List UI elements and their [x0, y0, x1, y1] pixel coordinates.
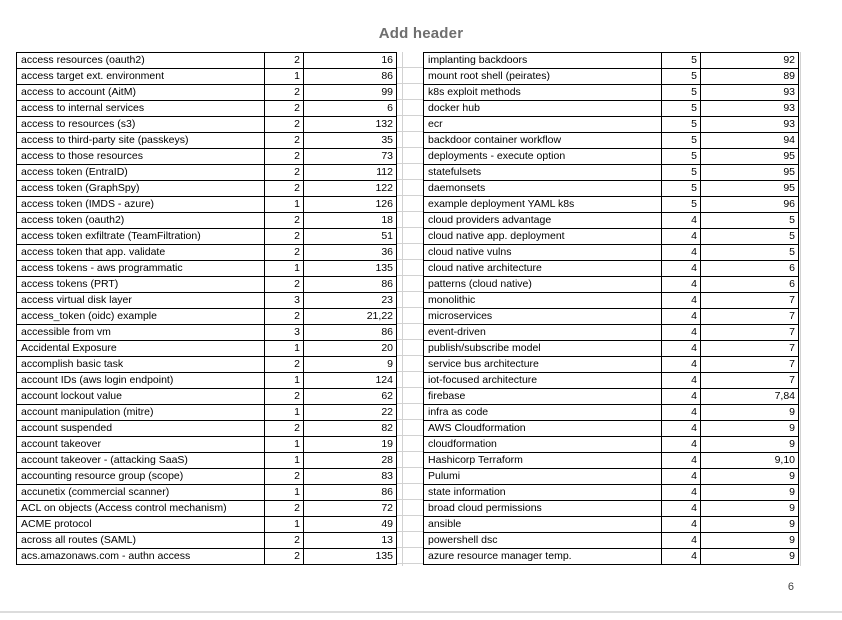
index-row: [17, 533, 397, 549]
index-cell-term: access tokens - aws programmatic: [17, 261, 265, 277]
index-cell-n: 4: [662, 437, 701, 453]
index-cell-n: 3: [265, 293, 304, 309]
index-cell-pages: 132: [304, 117, 397, 133]
index-row: [17, 149, 397, 165]
index-cell-n: 2: [265, 165, 304, 181]
index-row: [424, 549, 799, 565]
index-cell-pages: 6: [701, 277, 799, 293]
index-cell-term: cloud native architecture: [424, 261, 662, 277]
index-row: [17, 69, 397, 85]
index-cell-term: implanting backdoors: [424, 53, 662, 69]
index-cell-term: ACL on objects (Access control mechanism): [17, 501, 265, 517]
index-cell-n: 4: [662, 213, 701, 229]
index-cell-n: 4: [662, 277, 701, 293]
index-cell-pages: 95: [701, 149, 799, 165]
index-cell-pages: 9: [304, 357, 397, 373]
index-cell-pages: 7: [701, 309, 799, 325]
index-row: [17, 293, 397, 309]
index-cell-term: account suspended: [17, 421, 265, 437]
index-cell-term: service bus architecture: [424, 357, 662, 373]
index-cell-n: 4: [662, 229, 701, 245]
index-cell-pages: 135: [304, 261, 397, 277]
index-row: [424, 181, 799, 197]
index-cell-n: 2: [265, 229, 304, 245]
index-cell-n: 1: [265, 453, 304, 469]
index-cell-term: Accidental Exposure: [17, 341, 265, 357]
index-cell-term: account takeover - (attacking SaaS): [17, 453, 265, 469]
index-row: [17, 197, 397, 213]
index-row: [17, 277, 397, 293]
index-cell-n: 5: [662, 133, 701, 149]
index-table-left: [16, 52, 397, 565]
index-cell-n: 4: [662, 341, 701, 357]
index-cell-pages: 7,84: [701, 389, 799, 405]
index-cell-n: 4: [662, 501, 701, 517]
index-cell-term: accomplish basic task: [17, 357, 265, 373]
index-cell-pages: 9: [701, 421, 799, 437]
index-cell-n: 5: [662, 181, 701, 197]
index-cell-term: access to account (AitM): [17, 85, 265, 101]
index-cell-term: cloud native app. deployment: [424, 229, 662, 245]
index-row: [17, 549, 397, 565]
index-cell-term: account takeover: [17, 437, 265, 453]
index-cell-pages: 135: [304, 549, 397, 565]
index-row: [424, 293, 799, 309]
index-cell-n: 1: [265, 485, 304, 501]
index-cell-pages: 7: [701, 357, 799, 373]
index-cell-term: statefulsets: [424, 165, 662, 181]
index-row: [17, 245, 397, 261]
index-cell-pages: 35: [304, 133, 397, 149]
index-cell-pages: 36: [304, 245, 397, 261]
index-cell-pages: 93: [701, 117, 799, 133]
index-cell-pages: 124: [304, 373, 397, 389]
index-row: [424, 149, 799, 165]
index-cell-n: 2: [265, 117, 304, 133]
index-row: [424, 437, 799, 453]
index-cell-pages: 9: [701, 405, 799, 421]
index-row: [424, 469, 799, 485]
index-cell-n: 2: [265, 181, 304, 197]
index-row: [17, 453, 397, 469]
index-cell-pages: 112: [304, 165, 397, 181]
index-cell-term: firebase: [424, 389, 662, 405]
index-cell-n: 1: [265, 69, 304, 85]
index-cell-n: 4: [662, 485, 701, 501]
index-row: [17, 181, 397, 197]
index-cell-n: 1: [265, 437, 304, 453]
index-cell-term: access tokens (PRT): [17, 277, 265, 293]
index-cell-pages: 9: [701, 501, 799, 517]
index-cell-n: 2: [265, 277, 304, 293]
index-cell-n: 1: [265, 341, 304, 357]
index-row: [17, 229, 397, 245]
index-cell-term: AWS Cloudformation: [424, 421, 662, 437]
index-cell-pages: 16: [304, 53, 397, 69]
index-cell-pages: 20: [304, 341, 397, 357]
index-row: [424, 485, 799, 501]
index-cell-term: patterns (cloud native): [424, 277, 662, 293]
index-cell-n: 5: [662, 149, 701, 165]
index-cell-n: 4: [662, 517, 701, 533]
index-cell-n: 4: [662, 293, 701, 309]
index-row: [424, 229, 799, 245]
index-cell-pages: 23: [304, 293, 397, 309]
index-cell-term: backdoor container workflow: [424, 133, 662, 149]
index-cell-term: daemonsets: [424, 181, 662, 197]
index-cell-n: 2: [265, 309, 304, 325]
index-cell-pages: 83: [304, 469, 397, 485]
index-cell-n: 4: [662, 325, 701, 341]
index-cell-pages: 126: [304, 197, 397, 213]
index-row: [424, 341, 799, 357]
index-cell-term: cloudformation: [424, 437, 662, 453]
index-cell-term: access resources (oauth2): [17, 53, 265, 69]
index-cell-term: publish/subscribe model: [424, 341, 662, 357]
index-row: [17, 341, 397, 357]
index-cell-n: 2: [265, 501, 304, 517]
index-cell-pages: 28: [304, 453, 397, 469]
index-cell-term: azure resource manager temp.: [424, 549, 662, 565]
index-cell-n: 2: [265, 85, 304, 101]
index-cell-pages: 95: [701, 181, 799, 197]
index-cell-pages: 93: [701, 85, 799, 101]
index-row: [424, 197, 799, 213]
index-row: [424, 389, 799, 405]
index-row: [17, 373, 397, 389]
index-cell-term: account IDs (aws login endpoint): [17, 373, 265, 389]
index-cell-n: 2: [265, 213, 304, 229]
index-row: [424, 453, 799, 469]
index-cell-n: 3: [265, 325, 304, 341]
index-cell-pages: 7: [701, 341, 799, 357]
index-cell-term: access_token (oidc) example: [17, 309, 265, 325]
index-cell-n: 1: [265, 517, 304, 533]
index-cell-pages: 86: [304, 325, 397, 341]
index-row: [17, 405, 397, 421]
index-row: [424, 69, 799, 85]
index-row: [17, 261, 397, 277]
index-cell-n: 2: [265, 245, 304, 261]
index-cell-pages: 99: [304, 85, 397, 101]
index-cell-n: 5: [662, 85, 701, 101]
index-cell-term: access to third-party site (passkeys): [17, 133, 265, 149]
index-cell-term: access token (oauth2): [17, 213, 265, 229]
index-row: [17, 165, 397, 181]
index-cell-n: 4: [662, 373, 701, 389]
index-row: [17, 437, 397, 453]
index-cell-n: 5: [662, 165, 701, 181]
index-cell-pages: 6: [701, 261, 799, 277]
index-cell-term: access target ext. environment: [17, 69, 265, 85]
index-cell-term: access virtual disk layer: [17, 293, 265, 309]
page-number: 6: [787, 581, 794, 593]
index-cell-n: 5: [662, 69, 701, 85]
index-cell-pages: 5: [701, 245, 799, 261]
index-cell-term: state information: [424, 485, 662, 501]
index-row: [424, 261, 799, 277]
index-row: [424, 245, 799, 261]
index-cell-pages: 6: [304, 101, 397, 117]
index-cell-term: accounting resource group (scope): [17, 469, 265, 485]
index-cell-term: account lockout value: [17, 389, 265, 405]
index-row: [424, 533, 799, 549]
index-cell-term: monolithic: [424, 293, 662, 309]
index-row: [17, 517, 397, 533]
index-cell-pages: 13: [304, 533, 397, 549]
index-row: [424, 165, 799, 181]
index-row: [424, 101, 799, 117]
index-cell-term: across all routes (SAML): [17, 533, 265, 549]
index-cell-term: event-driven: [424, 325, 662, 341]
index-row: [17, 309, 397, 325]
index-row: [424, 421, 799, 437]
index-cell-pages: 73: [304, 149, 397, 165]
index-cell-pages: 5: [701, 229, 799, 245]
index-cell-term: iot-focused architecture: [424, 373, 662, 389]
index-cell-term: infra as code: [424, 405, 662, 421]
index-cell-pages: 86: [304, 69, 397, 85]
index-cell-term: mount root shell (peirates): [424, 69, 662, 85]
index-row: [424, 277, 799, 293]
index-cell-pages: 9: [701, 549, 799, 565]
spreadsheet-gridlines-gap: [397, 52, 423, 566]
index-row: [424, 357, 799, 373]
index-cell-n: 1: [265, 197, 304, 213]
index-cell-pages: 7: [701, 293, 799, 309]
index-cell-term: access to internal services: [17, 101, 265, 117]
index-cell-n: 4: [662, 389, 701, 405]
index-row: [424, 309, 799, 325]
spreadsheet-gridline-right: [800, 52, 801, 566]
index-cell-pages: 62: [304, 389, 397, 405]
index-cell-pages: 7: [701, 325, 799, 341]
add-header-placeholder[interactable]: Add header: [378, 25, 464, 42]
index-cell-n: 4: [662, 357, 701, 373]
index-cell-n: 4: [662, 453, 701, 469]
index-cell-term: k8s exploit methods: [424, 85, 662, 101]
index-row: [17, 421, 397, 437]
index-row: [17, 501, 397, 517]
index-cell-term: access token that app. validate: [17, 245, 265, 261]
index-cell-n: 4: [662, 549, 701, 565]
index-cell-pages: 22: [304, 405, 397, 421]
index-cell-term: deployments - execute option: [424, 149, 662, 165]
index-cell-pages: 21,22: [304, 309, 397, 325]
index-cell-n: 1: [265, 373, 304, 389]
index-cell-term: powershell dsc: [424, 533, 662, 549]
index-row: [17, 85, 397, 101]
index-cell-term: ACME protocol: [17, 517, 265, 533]
index-cell-term: accunetix (commercial scanner): [17, 485, 265, 501]
index-cell-n: 5: [662, 53, 701, 69]
index-cell-term: access token (IMDS - azure): [17, 197, 265, 213]
index-cell-n: 2: [265, 421, 304, 437]
index-cell-n: 2: [265, 133, 304, 149]
index-cell-pages: 5: [701, 213, 799, 229]
index-cell-pages: 9: [701, 485, 799, 501]
index-cell-term: cloud native vulns: [424, 245, 662, 261]
index-cell-n: 4: [662, 261, 701, 277]
index-cell-n: 5: [662, 101, 701, 117]
index-row: [17, 325, 397, 341]
index-row: [17, 101, 397, 117]
spreadsheet-gridline-middle: [402, 52, 403, 566]
index-cell-pages: 86: [304, 485, 397, 501]
index-row: [17, 213, 397, 229]
index-cell-pages: 9: [701, 437, 799, 453]
index-cell-pages: 9,10: [701, 453, 799, 469]
index-cell-n: 4: [662, 405, 701, 421]
index-cell-term: accessible from vm: [17, 325, 265, 341]
index-cell-n: 4: [662, 245, 701, 261]
index-cell-pages: 9: [701, 469, 799, 485]
index-table-right: [423, 52, 799, 565]
index-cell-n: 5: [662, 197, 701, 213]
index-row: [424, 117, 799, 133]
index-cell-n: 4: [662, 533, 701, 549]
index-cell-n: 2: [265, 469, 304, 485]
index-row: [17, 133, 397, 149]
index-cell-term: example deployment YAML k8s: [424, 197, 662, 213]
index-cell-pages: 49: [304, 517, 397, 533]
index-cell-pages: 18: [304, 213, 397, 229]
index-cell-pages: 82: [304, 421, 397, 437]
index-cell-n: 2: [265, 357, 304, 373]
index-cell-term: access to those resources: [17, 149, 265, 165]
index-row: [424, 405, 799, 421]
index-row: [424, 325, 799, 341]
index-cell-term: access token (GraphSpy): [17, 181, 265, 197]
index-cell-term: docker hub: [424, 101, 662, 117]
index-cell-term: access token (EntraID): [17, 165, 265, 181]
index-cell-n: 1: [265, 261, 304, 277]
index-row: [17, 117, 397, 133]
index-row: [424, 501, 799, 517]
index-cell-n: 2: [265, 549, 304, 565]
index-cell-term: Hashicorp Terraform: [424, 453, 662, 469]
index-row: [424, 53, 799, 69]
index-row: [17, 357, 397, 373]
index-cell-n: 2: [265, 389, 304, 405]
index-row: [17, 485, 397, 501]
index-cell-pages: 122: [304, 181, 397, 197]
index-row: [424, 373, 799, 389]
index-cell-pages: 93: [701, 101, 799, 117]
index-cell-term: acs.amazonaws.com - authn access: [17, 549, 265, 565]
index-cell-pages: 7: [701, 373, 799, 389]
index-row: [424, 85, 799, 101]
index-cell-n: 4: [662, 309, 701, 325]
index-cell-n: 5: [662, 117, 701, 133]
index-cell-n: 2: [265, 533, 304, 549]
index-row: [17, 389, 397, 405]
index-cell-n: 1: [265, 405, 304, 421]
index-cell-n: 4: [662, 421, 701, 437]
index-cell-n: 2: [265, 53, 304, 69]
index-cell-pages: 51: [304, 229, 397, 245]
index-row: [424, 517, 799, 533]
index-cell-term: cloud providers advantage: [424, 213, 662, 229]
index-cell-pages: 72: [304, 501, 397, 517]
index-cell-pages: 19: [304, 437, 397, 453]
index-cell-term: account manipulation (mitre): [17, 405, 265, 421]
index-cell-pages: 95: [701, 165, 799, 181]
index-row: [424, 133, 799, 149]
index-cell-n: 2: [265, 149, 304, 165]
index-cell-pages: 94: [701, 133, 799, 149]
index-cell-n: 2: [265, 101, 304, 117]
index-cell-term: access token exfiltrate (TeamFiltration): [17, 229, 265, 245]
index-cell-pages: 96: [701, 197, 799, 213]
index-cell-term: ansible: [424, 517, 662, 533]
index-cell-term: broad cloud permissions: [424, 501, 662, 517]
index-row: [17, 469, 397, 485]
index-cell-n: 4: [662, 469, 701, 485]
index-cell-pages: 89: [701, 69, 799, 85]
index-cell-pages: 86: [304, 277, 397, 293]
index-cell-pages: 9: [701, 533, 799, 549]
index-row: [424, 213, 799, 229]
index-cell-pages: 9: [701, 517, 799, 533]
index-cell-pages: 92: [701, 53, 799, 69]
index-cell-term: access to resources (s3): [17, 117, 265, 133]
index-row: [17, 53, 397, 69]
index-cell-term: microservices: [424, 309, 662, 325]
index-cell-term: ecr: [424, 117, 662, 133]
page-bottom-separator: [0, 611, 842, 613]
index-cell-term: Pulumi: [424, 469, 662, 485]
